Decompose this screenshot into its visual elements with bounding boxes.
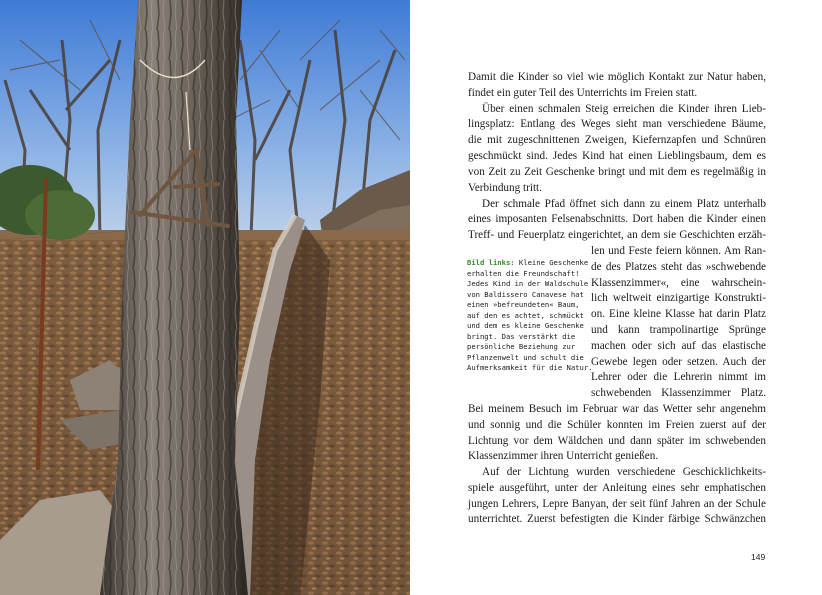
body-line: Klassenzimmer ihren Unterricht genießen. [468,450,659,462]
body-line: Lehrer oder die Lehrerin nimmt im [591,371,766,383]
body-line: jungen Lehrers, Lepre Banyan, der seit fünf Jahren an der Schule [468,498,766,510]
body-line: Treff- und Feuerplatz eingerichtet, an dem sie Geschichten erzäh- [468,229,766,241]
caption-line-11: Aufmerksamkeit für die Natur. [467,363,593,373]
page-number: 149 [751,552,766,562]
caption-line-8: bringt. Das verstärkt die [467,331,576,341]
body-line: Lichtung vor dem Wäldchen und dann später im schwebenden [468,435,766,447]
book-page [410,0,822,595]
body-line: eines imposanten Felsenabschnitts. Dort haben die Kinder einen [468,213,766,225]
body-line: machen oder sich auf das elastische [591,340,766,352]
body-line: Bei meinem Besuch im Februar war das Wetter sehr angenehm [468,403,766,415]
caption-line-10: Pflanzenwelt und schult die [467,352,584,362]
caption-line-9: persönliche Beziehung zur [467,342,576,352]
body-line: und sonnig und die Schüler konnten im Freien zuerst auf der [468,419,766,431]
body-line: lich weltweit einzigartige Konstrukti- [591,292,766,304]
body-line: Der schmale Pfad öffnet sich dann zu einem Platz unterhalb [482,198,766,210]
body-line: findet ein guter Teil des Unterrichts im Freien statt. [468,87,698,99]
body-line: Gewebe legen oder setzen. Auch der [591,356,766,368]
body-line: lingsplatz: Entlang des Weges sieht man verschiedene Bäume, [468,118,766,130]
body-line: spiele ausgeführt, unter der Anleitung eines sehr emphatischen [468,482,766,494]
caption-line-6: auf den es achtet, schmückt [467,310,584,320]
image-caption [467,258,593,374]
body-line: und kann trampolinartige Sprünge [591,324,766,336]
forest-scene-illustration [0,0,410,595]
body-line: len und Feste feiern können. Am Ran- [591,245,766,257]
body-line: de des Platzes steht das »schwebende [591,261,766,273]
body-line: Damit die Kinder so viel wie möglich Kontakt zur Natur haben, [468,71,766,83]
body-line: Verbindung tritt. [468,182,542,194]
caption-line-1: Bild links: Kleine Geschenke [467,258,589,267]
caption-line-7: und dem es kleine Geschenke [467,321,584,331]
body-line: unterrichtet. Zuerst befestigten die Kinder färbige Schwänzchen [468,513,766,525]
forest-photo [0,0,410,595]
body-line: schwebenden Klassenzimmer Platz. [591,387,766,399]
caption-line-2: erhalten die Freundschaft! [467,268,580,278]
body-line: Klassenzimmer«, eine wahrschein- [591,277,766,289]
body-line: Über einen schmalen Steig erreichen die Kinder ihren Lieb- [482,103,766,115]
body-line: die mit zugeschnittenen Zweigen, Kiefernzapfen und Schnüren [468,134,766,146]
caption-line-4: von Baldissero Canavese hat [467,289,584,299]
body-line: Auf der Lichtung wurden verschiedene Geschicklichkeits- [482,466,766,478]
caption-label: Bild links: [467,258,515,267]
caption-line-3: Jedes Kind in der Waldschule [467,279,589,289]
body-line: von Zeit zu Zeit Geschenke bringt und mit dem es regelmäßig in [468,166,766,178]
body-line: geschmückt sind. Jedes Kind hat einen Lieblingsbaum, dem es [468,150,766,162]
caption-line-5: einen »befreundeten« Baum, [467,300,580,310]
body-line: on. Eine kleine Klasse hat darin Platz [591,308,766,320]
